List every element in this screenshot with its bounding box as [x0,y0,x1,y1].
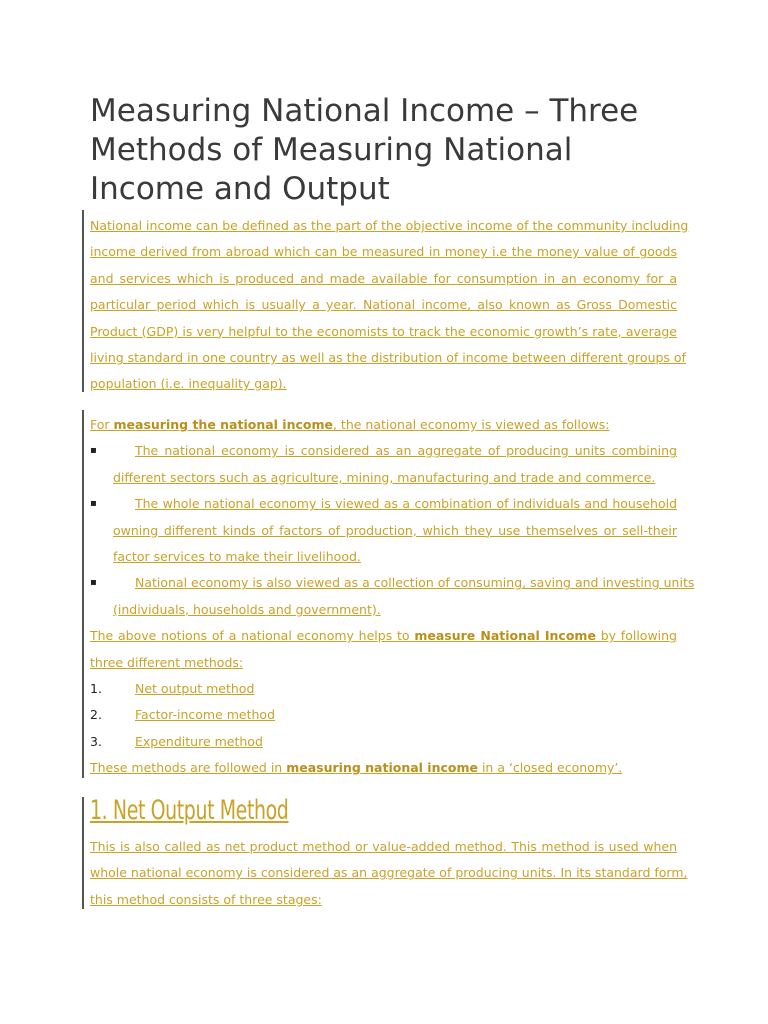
page-title: Measuring National Income – Three Methods of Measuring National Income and Output [90,93,639,207]
economy-views-section [90,412,695,782]
text-line: this method consists of three stages: [90,891,322,907]
quote-bar [82,210,84,392]
method-label: Factor-income method [135,707,276,723]
text-line: National income can be defined as the part of the objective income of the community including [90,218,689,233]
text-line: and services which is produced and made available for consumption in an economy for a [90,270,677,286]
list-item: ▪ The whole national economy is viewed as a combination of individuals and household owning different kinds of factors of production, which they use themselves or sell-their factor services to make their livelihood. [90,491,677,570]
bullet-icon: ▪ [90,498,97,510]
method-item [90,676,677,702]
lead-sentence: For measuring the national income, the national economy is viewed as follows: [90,417,610,432]
section-paragraph [90,834,688,913]
method-label: Expenditure method [135,733,263,749]
list-number: 2. [90,707,102,723]
text-line: income derived from abroad which can be measured in money i.e the money value of goods [90,244,677,260]
list-item: ▪ National economy is also viewed as a collection of consuming, saving and investing units (individuals, households and government). [90,570,677,623]
method-label: Net output method [135,681,255,697]
method-item [90,702,677,728]
text-line: living standard in one country as well as the distribution of income between different groups of [90,350,686,366]
quote-bar [82,797,84,909]
text-line: Product (GDP) is very helpful to the economists to track the economic growth’s rate, average [90,323,677,339]
bullet-icon: ▪ [90,445,97,457]
intro-paragraph [90,213,689,398]
text-line: whole national economy is considered as an aggregate of producing units. In its standard form, [90,865,688,881]
text-line: This is also called as net product method or value-added method. This method is used when [90,839,677,854]
quote-bar [82,410,84,778]
list-number: 1. [90,681,102,697]
bullet-icon: ▪ [90,577,97,589]
method-item [90,729,677,755]
text-line: population (i.e. inequality gap). [90,376,287,392]
notions-paragraph: The above notions of a national economy helps to measure National Income by following three different methods: [90,628,677,670]
text-line: particular period which is usually a year. National income, also known as Gross Domestic [90,297,677,313]
list-item: ▪ The national economy is considered as an aggregate of producing units combining different sectors such as agriculture, mining, manufacturing and trade and commerce. [90,438,677,491]
section-heading: 1. Net Output Method [90,795,289,826]
closing-sentence: These methods are followed in measuring national income in a ‘closed economy’. [90,760,623,776]
list-number: 3. [90,733,102,749]
